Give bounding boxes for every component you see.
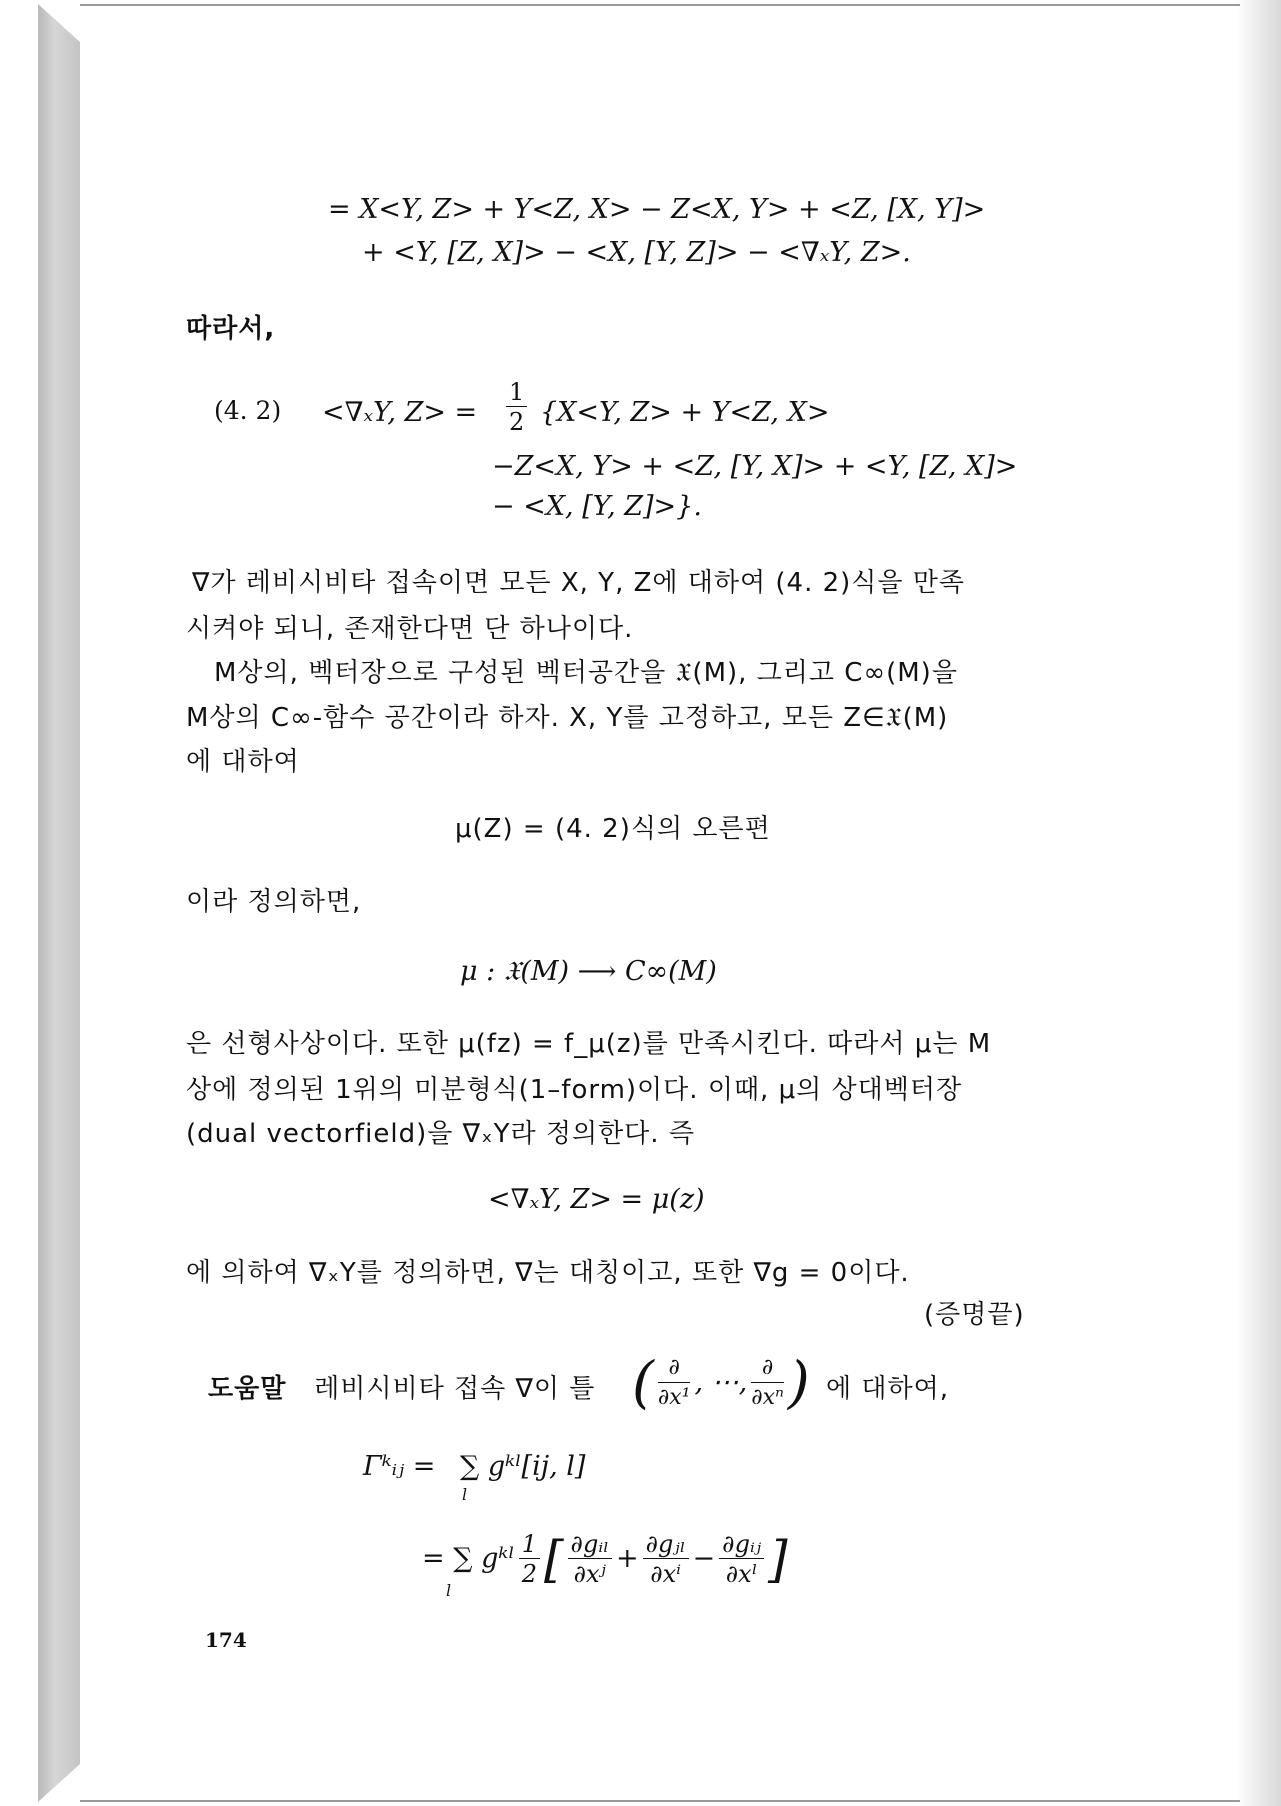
- term1-den: ∂xʲ: [573, 1560, 606, 1588]
- eq-top-line2: + <Y, [Z, X]> − <X, [Y, Z]> − <∇ₓY, Z>.: [362, 237, 911, 268]
- term1-num: ∂gᵢₗ: [568, 1530, 612, 1559]
- page-bottom-edge: [80, 1800, 1240, 1802]
- christoffel-lhs: Γᵏᵢⱼ =: [363, 1451, 436, 1482]
- term3-num: ∂gᵢⱼ: [719, 1530, 764, 1559]
- eq-top-line1: = X<Y, Z> + Y<Z, X> − Z<X, Y> + <Z, [X, Y]>: [328, 194, 986, 225]
- remark-label: 도움말: [208, 1374, 287, 1404]
- define-text: 이라 정의하면,: [186, 887, 362, 917]
- term2-num: ∂gⱼₗ: [643, 1530, 689, 1559]
- para1-line1: ∇가 레비시비타 접속이면 모든 X, Y, Z에 대하여 (4. 2)식을 만족: [192, 568, 966, 598]
- eq42-half-num: 1: [506, 378, 527, 407]
- eq42-half-fraction: [502, 378, 531, 437]
- left-bracket: [: [544, 1530, 564, 1589]
- frac2-den: ∂xⁿ: [751, 1385, 784, 1410]
- remark-line: [208, 1372, 595, 1406]
- plus-sign: +: [615, 1543, 639, 1574]
- christoffel-line2: [422, 1530, 788, 1589]
- para4: 에 의하여 ∇ₓY를 정의하면, ∇는 대칭이고, 또한 ∇g = 0이다.: [186, 1258, 910, 1288]
- para3-line2: 상에 정의된 1위의 미분형식(1–form)이다. 이때, μ의 상대벡터장: [186, 1075, 963, 1105]
- term3-den: ∂xˡ: [725, 1560, 758, 1588]
- eq-dual-vectorfield: <∇ₓY, Z> = μ(z): [488, 1184, 705, 1215]
- para1-line2: 시켜야 되니, 존재한다면 단 하나이다.: [186, 614, 634, 644]
- half-den: 2: [521, 1560, 538, 1588]
- para2-line2: M상의 C∞-함수 공간이라 하자. X, Y를 고정하고, 모든 Z∈𝔛(M): [186, 703, 949, 733]
- qed-mark: (증명끝): [924, 1300, 1025, 1330]
- eq-mu-definition: μ(Z) = (4. 2)식의 오른편: [455, 814, 771, 844]
- book-spine: [38, 4, 80, 1802]
- eq42-line2: −Z<X, Y> + <Z, [Y, X]> + <Y, [Z, X]>: [492, 451, 1018, 482]
- remark-frame-vectors: [632, 1350, 810, 1416]
- half-num: 1: [519, 1530, 540, 1559]
- para2-line1: M상의, 벡터장으로 구성된 벡터공간을 𝔛(M), 그리고 C∞(M)을: [214, 658, 958, 688]
- christoffel-line1-rhs: ∑ gᵏˡ[ij, l]: [460, 1451, 586, 1482]
- eq42-half-den: 2: [509, 408, 525, 436]
- therefore-text: 따라서,: [186, 314, 276, 344]
- frac1-den: ∂x¹: [657, 1385, 691, 1410]
- frame-dots: , ⋯,: [694, 1367, 748, 1398]
- right-paren: ): [787, 1350, 810, 1416]
- equation-number: (4. 2): [214, 396, 282, 425]
- term2-den: ∂xⁱ: [650, 1560, 681, 1588]
- eq-mu-map: μ : 𝔛(M) ⟶ C∞(M): [460, 956, 717, 987]
- para2-line3: 에 대하여: [186, 747, 300, 777]
- right-bracket: ]: [768, 1530, 788, 1589]
- sum-index-2: l: [446, 1581, 452, 1600]
- christoffel-line2-start: = ∑ gᵏˡ: [422, 1543, 515, 1574]
- para3-line1: 은 선형사상이다. 또한 μ(fz) = f_μ(z)를 만족시킨다. 따라서 μ는 M: [186, 1029, 992, 1059]
- eq42-lhs: <∇ₓY, Z> =: [322, 397, 478, 428]
- eq42-line1: {X<Y, Z> + Y<Z, X>: [540, 397, 830, 428]
- sum-index-1: l: [462, 1485, 468, 1504]
- page-shadow: [1236, 0, 1281, 1806]
- left-paren: (: [632, 1350, 654, 1416]
- page-number: 174: [205, 1628, 247, 1652]
- frac1-num: ∂: [658, 1354, 691, 1383]
- minus-sign: −: [692, 1543, 716, 1574]
- remark-text-after: 에 대하여,: [826, 1374, 949, 1404]
- para3-line3: (dual vectorfield)을 ∇ₓY라 정의한다. 즉: [186, 1119, 695, 1149]
- page-top-edge: [80, 4, 1240, 6]
- frac2-num: ∂: [751, 1354, 784, 1383]
- eq42-line3: − <X, [Y, Z]>}.: [492, 491, 702, 522]
- remark-text-before: 레비시비타 접속 ∇이 틀: [314, 1374, 596, 1404]
